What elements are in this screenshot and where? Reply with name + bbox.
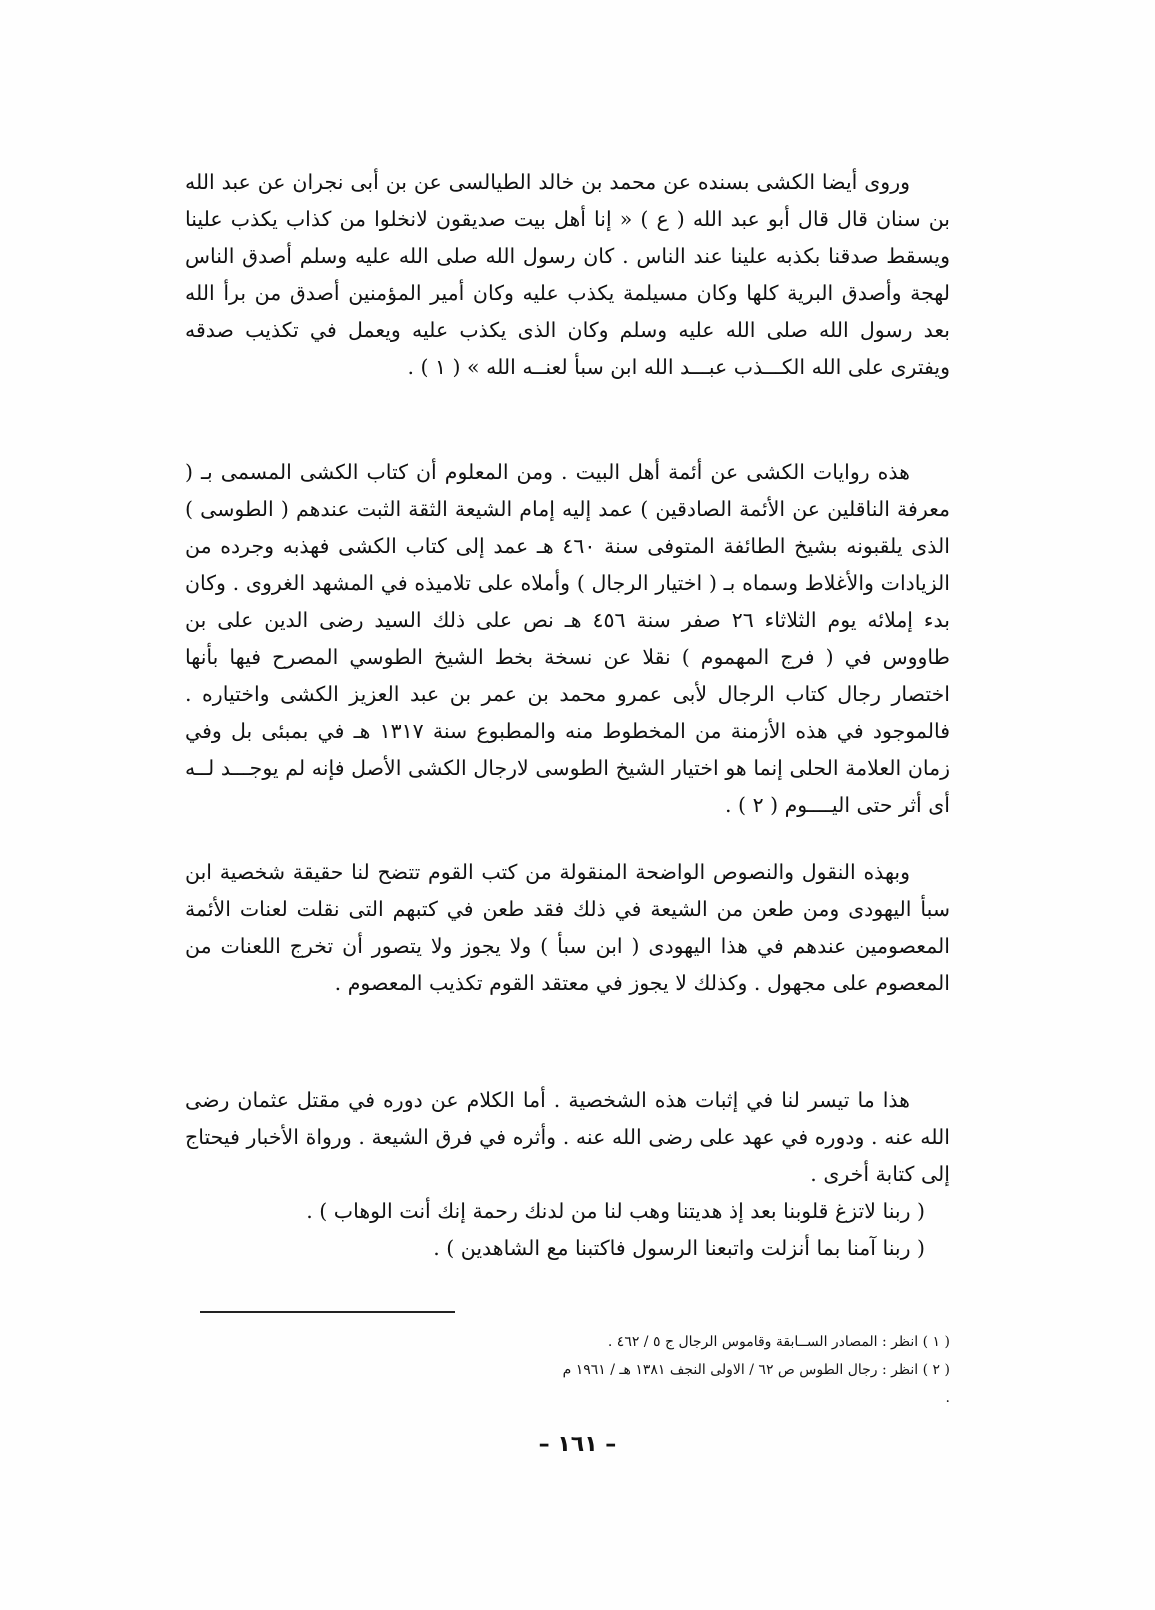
paragraph-text: هذه روايات الكشى عن أئمة أهل البيت . ومن المعلوم أن كتاب الكشى المسمى بـ ( معرفة الناقلين عن الأئمة الصادقين ) عمد إليه إمام الشيعة الثقة الثبت عندهم ( الطوسى ) الذى يلقبونه بشيخ الطائفة المتوفى سنة ٤٦٠ هـ عمد إلى كتاب الكشى فهذبه وجرده من الزيادات والأغلاط وسماه بـ ( اختيار الرجال ) وأملاه على تلاميذه في المشهد الغروى . وكان بدء إملائه يوم الثلاثاء ٢٦ صفر سنة ٤٥٦ هـ نص على ذلك السيد رضى الدين على بن طاووس في ( فرج المهموم ) نقلا عن نسخة بخط الشيخ الطوسي المصرح فيها بأنها اختصار رجال كتاب الرجال لأبى عمرو محمد بن عمر بن عبد العزيز الكشى واختياره . فالموجود في هذه الأزمنة من المخطوط منه والمطبوع سنة ١٣١٧ هـ في بمبئى بل وفي زمان العلامة الحلى إنما هو اختيار الشيخ الطوسى لارجال الكشى الأصل فإنه لم يوجـــد لــه أى أثر حتى اليــــوم ( ٢ ) . xyxy=(185,460,951,817)
paragraph-text: وبهذه النقول والنصوص الواضحة المنقولة من كتب القوم تتضح لنا حقيقة شخصية ابن سبأ اليهودى ومن طعن من الشيعة في ذلك فقد طعن في كتبهم التى نقلت لعنات الأئمة المعصومين عندهم في هذا اليهودى ( ابن سبأ ) ولا يجوز ولا يتصور أن تخرج اللعنات من المعصوم على مجهول . وكذلك لا يجوز في معتقد القوم تكذيب المعصوم . xyxy=(185,860,950,995)
footnote-1: ( ١ ) انظر : المصادر الســابقة وقاموس الرجال ج ٥ / ٤٦٢ . xyxy=(607,1334,950,1350)
verse-line: ( ربنا لاتزغ قلوبنا بعد إذ هديتنا وهب لنا من لدنك رحمة إنك أنت الوهاب ) . xyxy=(306,1199,925,1223)
paragraph-conclusion xyxy=(185,1082,950,1267)
verse-line: ( ربنا آمنا بما أنزلت واتبعنا الرسول فاكتبنا مع الشاهدين ) . xyxy=(433,1236,925,1260)
paragraph-kashshi-narration xyxy=(185,164,950,386)
page-number: – ١٦١ – xyxy=(538,1432,617,1457)
paragraph-kashshi-book xyxy=(185,454,950,824)
footnotes xyxy=(560,1328,950,1412)
footnote-divider xyxy=(200,1311,455,1313)
paragraph-text: وروى أيضا الكشى بسنده عن محمد بن خالد الطيالسى عن بن أبى نجران عن عبد الله بن سنان قال قال أبو عبد الله ( ع ) « إنا أهل بيت صديقون لانخلوا من كذاب يكذب علينا ويسقط صدقنا بكذبه علينا عند الناس . كان رسول الله صلى الله عليه وسلم أصدق الناس لهجة وأصدق البرية كلها وكان مسيلمة يكذب عليه وكان أمير المؤمنين أصدق من برأ الله بعد رسول الله صلى الله عليه وسلم وكان الذى يكذب عليه ويعمل في تكذيب صدقه ويفترى على الله الكـــذب عبـــد الله ابن سبأ لعنــه الله » ( ١ ) . xyxy=(185,170,950,379)
paragraph-text: هذا ما تيسر لنا في إثبات هذه الشخصية . أما الكلام عن دوره في مقتل عثمان رضى الله عنه . ودوره في عهد على رضى الله عنه . وأثره في فرق الشيعة . ورواة الأخبار فيحتاج إلى كتابة أخرى . xyxy=(185,1088,950,1186)
footnote-2: ( ٢ ) انظر : رجال الطوس ص ٦٢ / الاولى النجف ١٣٨١ هـ / ١٩٦١ م . xyxy=(562,1362,950,1406)
paragraph-ibn-saba xyxy=(185,854,950,1002)
